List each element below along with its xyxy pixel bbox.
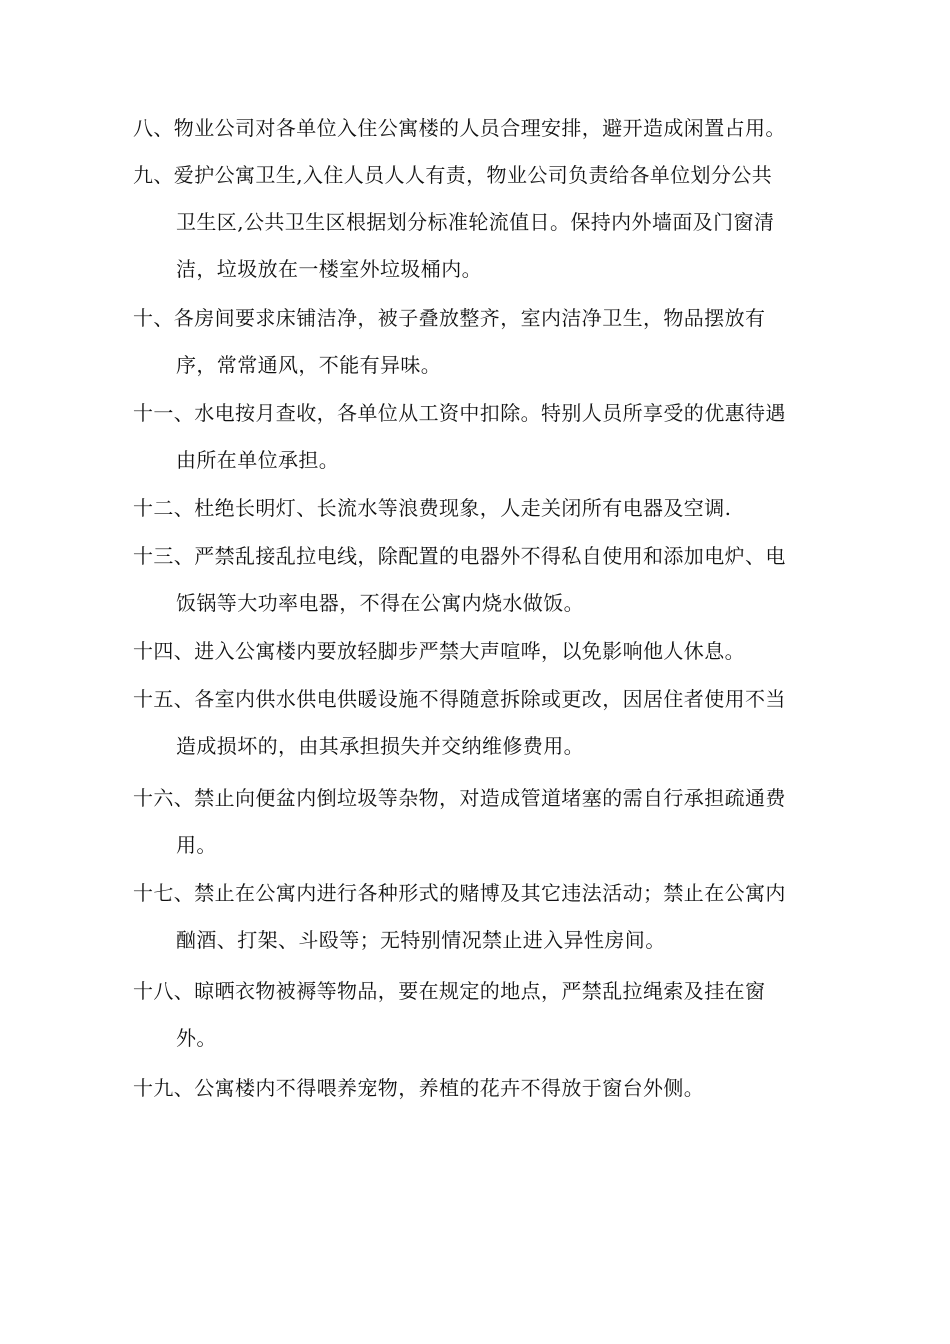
rule-17-line-2: 酗酒、打架、斗殴等；无特别情况禁止进入异性房间。 xyxy=(176,928,666,952)
rule-15-line-1: 十五、各室内供水供电供暖设施不得随意拆除或更改，因居住者使用不当 xyxy=(133,687,786,711)
rule-14-line-1: 十四、进入公寓楼内要放轻脚步严禁大声喧哗，以免影响他人休息。 xyxy=(133,639,745,663)
rule-16-line-2: 用。 xyxy=(176,833,217,857)
rule-18-line-2: 外。 xyxy=(176,1026,217,1050)
rule-13-line-2: 饭锅等大功率电器，不得在公寓内烧水做饭。 xyxy=(176,591,584,615)
rule-19-line-1: 十九、公寓楼内不得喂养宠物，养植的花卉不得放于窗台外侧。 xyxy=(133,1076,705,1100)
rule-12-line-1: 十二、杜绝长明灯、长流水等浪费现象，人走关闭所有电器及空调. xyxy=(133,496,732,520)
rule-9-line-3: 洁，垃圾放在一楼室外垃圾桶内。 xyxy=(176,257,482,281)
rule-8-line-1: 八、物业公司对各单位入住公寓楼的人员合理安排，避开造成闲置占用。 xyxy=(133,116,786,140)
rule-9-line-1: 九、爱护公寓卫生,入住人员人人有责，物业公司负责给各单位划分公共 xyxy=(133,163,773,187)
rule-9-line-2: 卫生区,公共卫生区根据划分标准轮流值日。保持内外墙面及门窗清 xyxy=(176,210,775,234)
rule-11-line-1: 十一、水电按月查收，各单位从工资中扣除。特别人员所享受的优惠待遇 xyxy=(133,401,786,425)
rule-11-line-2: 由所在单位承担。 xyxy=(176,448,340,472)
rule-10-line-2: 序，常常通风，不能有异味。 xyxy=(176,353,442,377)
rule-13-line-1: 十三、严禁乱接乱拉电线，除配置的电器外不得私自使用和添加电炉、电 xyxy=(133,544,786,568)
rule-10-line-1: 十、各房间要求床铺洁净，被子叠放整齐，室内洁净卫生，物品摆放有 xyxy=(133,306,766,330)
rule-17-line-1: 十七、禁止在公寓内进行各种形式的赌博及其它违法活动；禁止在公寓内 xyxy=(133,881,786,905)
rule-16-line-1: 十六、禁止向便盆内倒垃圾等杂物，对造成管道堵塞的需自行承担疏通费 xyxy=(133,786,786,810)
rule-18-line-1: 十八、晾晒衣物被褥等物品，要在规定的地点，严禁乱拉绳索及挂在窗 xyxy=(133,979,766,1003)
rule-15-line-2: 造成损坏的，由其承担损失并交纳维修费用。 xyxy=(176,734,584,758)
